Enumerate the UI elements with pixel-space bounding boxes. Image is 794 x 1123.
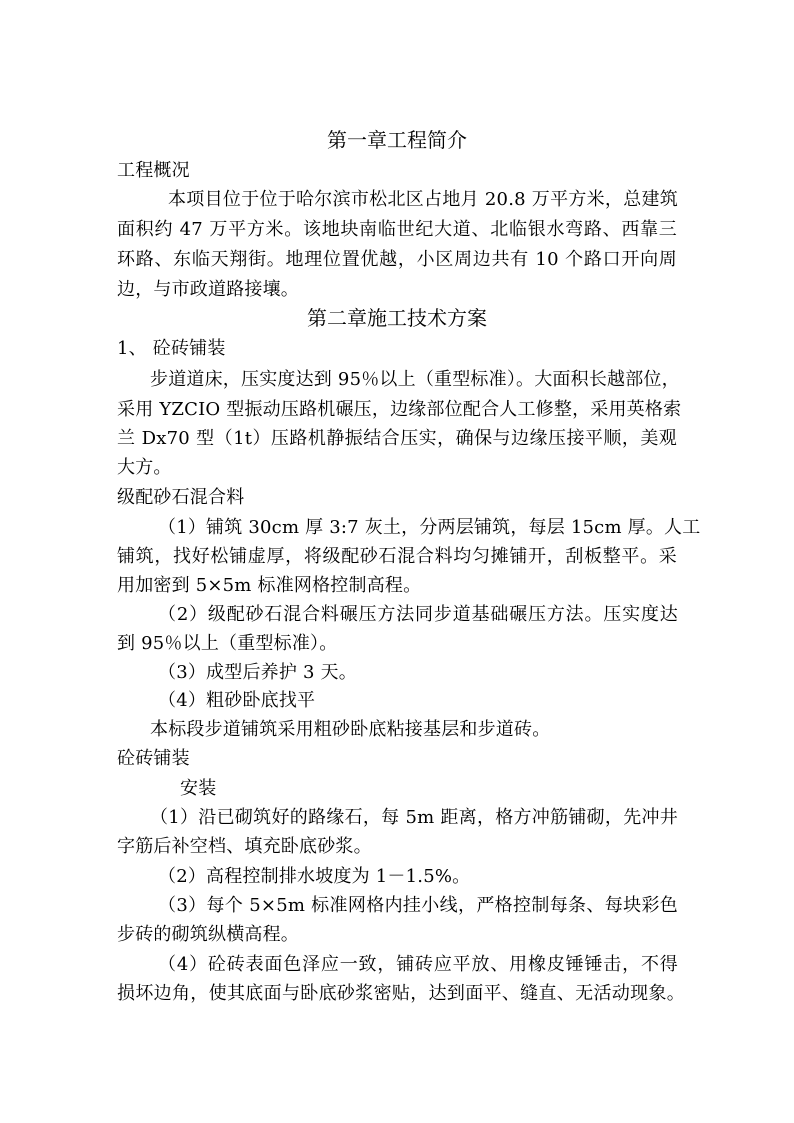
chapter2-title: 第二章施工技术方案: [307, 306, 487, 330]
section3-line-5: 步砖的砌筑纵横高程。: [117, 924, 299, 945]
section2-line-8: 本标段步道铺筑采用粗砂卧底粘接基层和步道砖。: [150, 719, 551, 740]
section2-line-4: （2）级配砂石混合料碾压方法同步道基础碾压方法。压实度达: [158, 604, 678, 625]
chapter1-line-1: 本项目位于位于哈尔滨市松北区占地月 20.8 万平方米，总建筑: [168, 189, 678, 210]
chapter1-section-title: 工程概况: [117, 160, 190, 181]
section1-line-2: 采用 YZCIO 型振动压路机碾压，边缘部位配合人工修整，采用英格索: [117, 399, 682, 420]
section1-title: 1、 砼砖铺装: [117, 338, 226, 359]
section1-line-4: 大方。: [117, 457, 172, 478]
section2-line-5: 到 95％以上（重型标准）。: [117, 633, 338, 654]
section3-line-3: （2）高程控制排水坡度为 1－1.5%。: [158, 866, 471, 887]
chapter1-line-2: 面积约 47 万平方米。该地块南临世纪大道、北临银水弯路、西靠三: [117, 219, 677, 240]
section1-line-1: 步道道床，压实度达到 95％以上（重型标准）。大面积长越部位，: [150, 369, 680, 390]
section2-line-2: 铺筑，找好松铺虚厚，将级配砂石混合料均匀摊铺开，刮板整平。采: [117, 546, 677, 567]
section3-line-1: （1）沿已砌筑好的路缘石，每 5m 距离，格方冲筋铺砌，先冲井: [150, 807, 678, 828]
section3-title: 砼砖铺装: [117, 748, 190, 769]
chapter1-line-3: 环路、东临天翔街。地理位置优越，小区周边共有 10 个路口开向周: [117, 249, 677, 270]
section3-line-4: （3）每个 5×5m 标准网格内挂小线，严格控制每条、每块彩色: [158, 895, 678, 916]
chapter1-title: 第一章工程简介: [327, 128, 467, 152]
section3-line-2: 字筋后补空档、填充卧底砂浆。: [117, 836, 372, 857]
section3-subtitle: 安装: [180, 778, 217, 799]
section2-line-6: （3）成型后养护 3 天。: [158, 662, 357, 683]
section2-line-3: 用加密到 5×5m 标准网格控制高程。: [117, 575, 422, 596]
section2-line-1: （1）铺筑 30cm 厚 3:7 灰土，分两层铺筑，每层 15cm 厚。人工: [158, 517, 701, 538]
section3-line-6: （4）砼砖表面色泽应一致，铺砖应平放、用橡皮锤锤击，不得: [158, 954, 678, 975]
section1-line-3: 兰 Dx70 型（1t）压路机静振结合压实，确保与边缘压接平顺，美观: [117, 428, 677, 449]
section3-line-7: 损坏边角，使其底面与卧底砂浆密贴，达到面平、缝直、无活动现象。: [117, 983, 685, 1004]
chapter1-line-4: 边，与市政道路接壤。: [117, 279, 299, 300]
section2-title: 级配砂石混合料: [117, 487, 245, 508]
section2-line-7: （4）粗砂卧底找平: [158, 690, 316, 711]
